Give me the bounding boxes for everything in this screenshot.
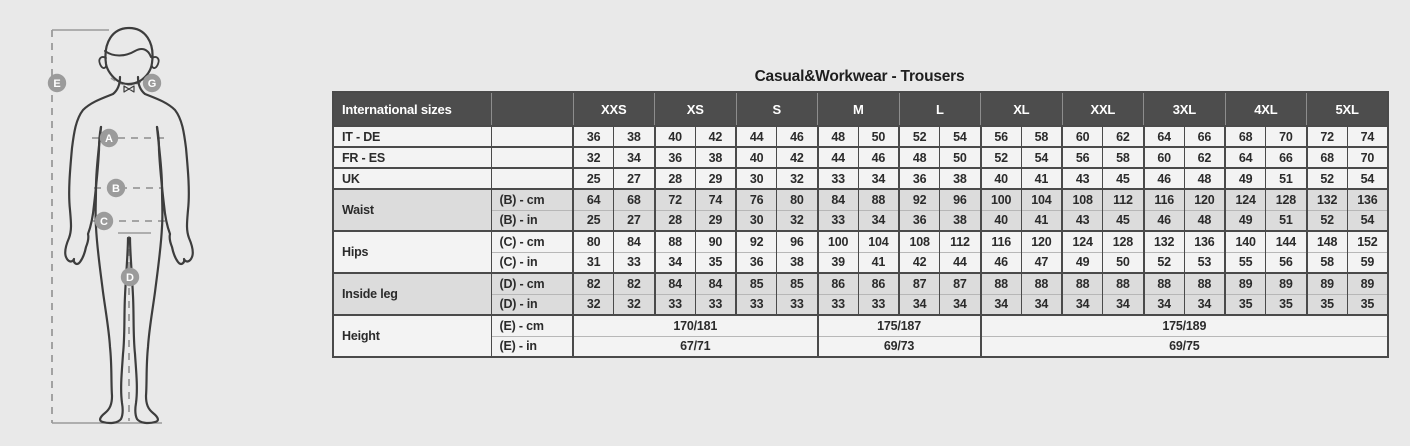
height-range-value: 69/73 bbox=[818, 336, 981, 357]
size-value: 53 bbox=[1184, 252, 1225, 273]
size-value: 40 bbox=[981, 210, 1022, 231]
size-value: 34 bbox=[1021, 294, 1062, 315]
size-value: 88 bbox=[858, 189, 899, 210]
size-value: 45 bbox=[1103, 168, 1144, 189]
size-value: 55 bbox=[1225, 252, 1266, 273]
unit-label-e-in: (E) - in bbox=[491, 336, 573, 357]
size-value: 88 bbox=[1144, 273, 1185, 294]
size-value: 52 bbox=[1307, 210, 1348, 231]
height-range-value: 69/75 bbox=[981, 336, 1389, 357]
size-value: 72 bbox=[1307, 126, 1348, 147]
size-value: 68 bbox=[614, 189, 655, 210]
table-header-row bbox=[333, 92, 1388, 126]
measure-point-c bbox=[95, 212, 113, 230]
size-value: 132 bbox=[1144, 231, 1185, 252]
size-value: 38 bbox=[940, 210, 981, 231]
table-row-inside-leg-d-in bbox=[333, 294, 1388, 315]
size-value: 68 bbox=[1225, 126, 1266, 147]
size-value: 40 bbox=[736, 147, 777, 168]
size-value: 46 bbox=[1144, 210, 1185, 231]
right-arm-outline bbox=[138, 77, 193, 264]
neck-marker bbox=[124, 86, 134, 92]
measure-point-c-label: C bbox=[100, 216, 108, 228]
size-value: 34 bbox=[655, 252, 696, 273]
size-value: 80 bbox=[573, 231, 614, 252]
size-value: 41 bbox=[1021, 210, 1062, 231]
measure-point-g-label: G bbox=[147, 78, 157, 90]
blank-cell bbox=[491, 168, 573, 189]
table-row-waist-b-cm bbox=[333, 189, 1388, 210]
size-value: 32 bbox=[777, 210, 818, 231]
measure-point-b bbox=[107, 179, 125, 197]
size-value: 46 bbox=[858, 147, 899, 168]
size-value: 56 bbox=[1062, 147, 1103, 168]
size-value: 46 bbox=[1144, 168, 1185, 189]
size-value: 89 bbox=[1347, 273, 1388, 294]
size-value: 30 bbox=[736, 210, 777, 231]
header-size-xl: XL bbox=[981, 92, 1063, 126]
measure-point-a bbox=[100, 129, 118, 147]
size-value: 140 bbox=[1225, 231, 1266, 252]
header-size-l: L bbox=[899, 92, 981, 126]
size-value: 108 bbox=[1062, 189, 1103, 210]
size-value: 100 bbox=[818, 231, 859, 252]
size-value: 52 bbox=[899, 126, 940, 147]
row-label-height: Height bbox=[333, 315, 491, 357]
row-label-inside-leg: Inside leg bbox=[333, 273, 491, 315]
size-value: 58 bbox=[1103, 147, 1144, 168]
size-value: 28 bbox=[655, 210, 696, 231]
size-value: 66 bbox=[1184, 126, 1225, 147]
measure-point-a-label: A bbox=[105, 133, 113, 145]
size-value: 88 bbox=[1103, 273, 1144, 294]
size-value: 60 bbox=[1062, 126, 1103, 147]
size-value: 44 bbox=[736, 126, 777, 147]
size-value: 36 bbox=[573, 126, 614, 147]
header-size-xxs: XXS bbox=[573, 92, 655, 126]
size-value: 48 bbox=[1184, 210, 1225, 231]
size-value: 84 bbox=[818, 189, 859, 210]
size-value: 128 bbox=[1103, 231, 1144, 252]
size-value: 49 bbox=[1062, 252, 1103, 273]
size-value: 82 bbox=[573, 273, 614, 294]
size-value: 36 bbox=[736, 252, 777, 273]
size-value: 76 bbox=[736, 189, 777, 210]
size-value: 70 bbox=[1347, 147, 1388, 168]
size-value: 35 bbox=[695, 252, 736, 273]
size-value: 88 bbox=[1021, 273, 1062, 294]
size-value: 112 bbox=[940, 231, 981, 252]
size-value: 34 bbox=[1144, 294, 1185, 315]
size-value: 152 bbox=[1347, 231, 1388, 252]
size-value: 34 bbox=[899, 294, 940, 315]
unit-label-e-cm: (E) - cm bbox=[491, 315, 573, 336]
size-value: 51 bbox=[1266, 210, 1307, 231]
unit-label-b-in: (B) - in bbox=[491, 210, 573, 231]
size-value: 34 bbox=[1103, 294, 1144, 315]
size-value: 31 bbox=[573, 252, 614, 273]
size-value: 34 bbox=[1184, 294, 1225, 315]
header-size-s: S bbox=[736, 92, 818, 126]
table-row-hips-c-in bbox=[333, 252, 1388, 273]
measure-point-d bbox=[121, 268, 139, 286]
size-value: 104 bbox=[858, 231, 899, 252]
size-value: 25 bbox=[573, 168, 614, 189]
size-value: 120 bbox=[1184, 189, 1225, 210]
size-value: 33 bbox=[736, 294, 777, 315]
header-size-xs: XS bbox=[655, 92, 737, 126]
size-value: 144 bbox=[1266, 231, 1307, 252]
blank-cell bbox=[491, 147, 573, 168]
size-value: 92 bbox=[899, 189, 940, 210]
size-value: 124 bbox=[1225, 189, 1266, 210]
size-value: 33 bbox=[777, 294, 818, 315]
size-value: 43 bbox=[1062, 168, 1103, 189]
size-value: 70 bbox=[1266, 126, 1307, 147]
unit-label-d-in: (D) - in bbox=[491, 294, 573, 315]
size-value: 33 bbox=[818, 294, 859, 315]
size-value: 33 bbox=[695, 294, 736, 315]
size-value: 35 bbox=[1225, 294, 1266, 315]
size-table bbox=[332, 91, 1389, 358]
size-value: 41 bbox=[858, 252, 899, 273]
header-international-sizes: International sizes bbox=[333, 92, 491, 126]
size-value: 80 bbox=[777, 189, 818, 210]
size-value: 44 bbox=[940, 252, 981, 273]
size-value: 43 bbox=[1062, 210, 1103, 231]
size-value: 148 bbox=[1307, 231, 1348, 252]
header-size-3xl: 3XL bbox=[1144, 92, 1226, 126]
size-value: 84 bbox=[695, 273, 736, 294]
size-value: 36 bbox=[899, 168, 940, 189]
size-value: 33 bbox=[818, 168, 859, 189]
size-value: 88 bbox=[1184, 273, 1225, 294]
size-value: 82 bbox=[614, 273, 655, 294]
size-value: 36 bbox=[899, 210, 940, 231]
size-value: 32 bbox=[614, 294, 655, 315]
size-value: 33 bbox=[655, 294, 696, 315]
table-row-fr-es bbox=[333, 147, 1388, 168]
size-value: 66 bbox=[1266, 147, 1307, 168]
size-value: 86 bbox=[818, 273, 859, 294]
row-label-it-de: IT - DE bbox=[333, 126, 491, 147]
size-value: 64 bbox=[1144, 126, 1185, 147]
size-table-area bbox=[332, 68, 1387, 358]
table-row-height-e-cm bbox=[333, 315, 1388, 336]
size-value: 47 bbox=[1021, 252, 1062, 273]
unit-label-b-cm: (B) - cm bbox=[491, 189, 573, 210]
body-figure-illustration bbox=[28, 5, 290, 441]
header-size-xxl: XXL bbox=[1062, 92, 1144, 126]
size-value: 54 bbox=[1347, 210, 1388, 231]
left-body-half bbox=[65, 77, 128, 423]
height-range-value: 175/187 bbox=[818, 315, 981, 336]
size-value: 88 bbox=[1062, 273, 1103, 294]
size-value: 52 bbox=[981, 147, 1022, 168]
size-value: 58 bbox=[1307, 252, 1348, 273]
size-value: 132 bbox=[1307, 189, 1348, 210]
size-value: 40 bbox=[981, 168, 1022, 189]
size-value: 87 bbox=[940, 273, 981, 294]
size-value: 64 bbox=[573, 189, 614, 210]
size-value: 29 bbox=[695, 210, 736, 231]
size-value: 64 bbox=[1225, 147, 1266, 168]
size-value: 38 bbox=[777, 252, 818, 273]
size-value: 35 bbox=[1266, 294, 1307, 315]
size-value: 62 bbox=[1103, 126, 1144, 147]
size-value: 39 bbox=[818, 252, 859, 273]
size-value: 42 bbox=[777, 147, 818, 168]
size-value: 32 bbox=[777, 168, 818, 189]
size-value: 50 bbox=[940, 147, 981, 168]
size-value: 48 bbox=[818, 126, 859, 147]
header-size-5xl: 5XL bbox=[1307, 92, 1389, 126]
size-value: 56 bbox=[981, 126, 1022, 147]
size-value: 74 bbox=[695, 189, 736, 210]
size-value: 29 bbox=[695, 168, 736, 189]
size-value: 59 bbox=[1347, 252, 1388, 273]
size-value: 33 bbox=[818, 210, 859, 231]
size-value: 88 bbox=[655, 231, 696, 252]
size-value: 49 bbox=[1225, 168, 1266, 189]
size-value: 38 bbox=[940, 168, 981, 189]
size-value: 100 bbox=[981, 189, 1022, 210]
size-value: 72 bbox=[655, 189, 696, 210]
blank-cell bbox=[491, 126, 573, 147]
table-row-height-e-in bbox=[333, 336, 1388, 357]
size-value: 42 bbox=[899, 252, 940, 273]
size-value: 49 bbox=[1225, 210, 1266, 231]
size-value: 38 bbox=[614, 126, 655, 147]
row-label-hips: Hips bbox=[333, 231, 491, 273]
size-value: 92 bbox=[736, 231, 777, 252]
size-value: 34 bbox=[614, 147, 655, 168]
size-value: 34 bbox=[940, 294, 981, 315]
size-value: 56 bbox=[1266, 252, 1307, 273]
size-value: 62 bbox=[1184, 147, 1225, 168]
measure-point-g bbox=[143, 74, 161, 92]
table-row-hips-c-cm bbox=[333, 231, 1388, 252]
header-size-4xl: 4XL bbox=[1225, 92, 1307, 126]
hair-fringe bbox=[105, 49, 151, 57]
size-value: 116 bbox=[1144, 189, 1185, 210]
height-range-value: 175/189 bbox=[981, 315, 1389, 336]
table-row-inside-leg-d-cm bbox=[333, 273, 1388, 294]
height-range-value: 67/71 bbox=[573, 336, 818, 357]
table-row-it-de bbox=[333, 126, 1388, 147]
head-outline bbox=[105, 28, 152, 84]
size-value: 108 bbox=[899, 231, 940, 252]
size-value: 96 bbox=[777, 231, 818, 252]
size-value: 45 bbox=[1103, 210, 1144, 231]
table-title: Casual&Workwear - Trousers bbox=[754, 68, 965, 85]
size-value: 52 bbox=[1144, 252, 1185, 273]
size-value: 90 bbox=[695, 231, 736, 252]
size-value: 50 bbox=[858, 126, 899, 147]
body-measurement-diagram bbox=[28, 5, 290, 441]
size-value: 33 bbox=[614, 252, 655, 273]
size-value: 84 bbox=[614, 231, 655, 252]
size-value: 84 bbox=[655, 273, 696, 294]
size-value: 27 bbox=[614, 210, 655, 231]
size-value: 25 bbox=[573, 210, 614, 231]
size-value: 34 bbox=[1062, 294, 1103, 315]
size-value: 116 bbox=[981, 231, 1022, 252]
table-row-uk bbox=[333, 168, 1388, 189]
size-value: 54 bbox=[1021, 147, 1062, 168]
size-value: 34 bbox=[858, 210, 899, 231]
size-value: 124 bbox=[1062, 231, 1103, 252]
size-value: 30 bbox=[736, 168, 777, 189]
size-value: 34 bbox=[981, 294, 1022, 315]
measure-point-e bbox=[48, 74, 66, 92]
size-value: 35 bbox=[1347, 294, 1388, 315]
size-value: 32 bbox=[573, 147, 614, 168]
size-value: 136 bbox=[1347, 189, 1388, 210]
size-value: 89 bbox=[1225, 273, 1266, 294]
size-value: 27 bbox=[614, 168, 655, 189]
size-value: 112 bbox=[1103, 189, 1144, 210]
size-value: 33 bbox=[858, 294, 899, 315]
size-value: 54 bbox=[1347, 168, 1388, 189]
size-value: 40 bbox=[655, 126, 696, 147]
row-label-fr-es: FR - ES bbox=[333, 147, 491, 168]
size-value: 74 bbox=[1347, 126, 1388, 147]
body-outline bbox=[65, 28, 193, 423]
size-value: 128 bbox=[1266, 189, 1307, 210]
size-value: 35 bbox=[1307, 294, 1348, 315]
size-value: 46 bbox=[777, 126, 818, 147]
measure-point-e-label: E bbox=[53, 78, 61, 90]
size-value: 50 bbox=[1103, 252, 1144, 273]
size-value: 85 bbox=[736, 273, 777, 294]
size-value: 68 bbox=[1307, 147, 1348, 168]
size-value: 89 bbox=[1266, 273, 1307, 294]
unit-label-c-in: (C) - in bbox=[491, 252, 573, 273]
size-value: 34 bbox=[858, 168, 899, 189]
size-value: 28 bbox=[655, 168, 696, 189]
size-value: 87 bbox=[899, 273, 940, 294]
size-value: 85 bbox=[777, 273, 818, 294]
size-value: 46 bbox=[981, 252, 1022, 273]
measure-point-b-label: B bbox=[112, 183, 120, 195]
header-size-m: M bbox=[818, 92, 900, 126]
size-value: 88 bbox=[981, 273, 1022, 294]
size-value: 96 bbox=[940, 189, 981, 210]
size-value: 86 bbox=[858, 273, 899, 294]
size-value: 51 bbox=[1266, 168, 1307, 189]
left-arm-outline bbox=[65, 77, 120, 264]
height-range-value: 170/181 bbox=[573, 315, 818, 336]
size-value: 120 bbox=[1021, 231, 1062, 252]
size-value: 48 bbox=[1184, 168, 1225, 189]
size-value: 41 bbox=[1021, 168, 1062, 189]
size-value: 54 bbox=[940, 126, 981, 147]
size-value: 36 bbox=[655, 147, 696, 168]
unit-label-d-cm: (D) - cm bbox=[491, 273, 573, 294]
size-value: 52 bbox=[1307, 168, 1348, 189]
unit-label-c-cm: (C) - cm bbox=[491, 231, 573, 252]
size-value: 32 bbox=[573, 294, 614, 315]
size-value: 48 bbox=[899, 147, 940, 168]
right-body-half bbox=[130, 77, 193, 423]
size-value: 89 bbox=[1307, 273, 1348, 294]
size-value: 38 bbox=[695, 147, 736, 168]
table-row-waist-b-in bbox=[333, 210, 1388, 231]
size-value: 60 bbox=[1144, 147, 1185, 168]
row-label-waist: Waist bbox=[333, 189, 491, 231]
size-value: 58 bbox=[1021, 126, 1062, 147]
row-label-uk: UK bbox=[333, 168, 491, 189]
size-value: 136 bbox=[1184, 231, 1225, 252]
size-value: 44 bbox=[818, 147, 859, 168]
measure-point-d-label: D bbox=[126, 272, 134, 284]
size-value: 42 bbox=[695, 126, 736, 147]
header-blank-cell bbox=[491, 92, 573, 126]
size-value: 104 bbox=[1021, 189, 1062, 210]
